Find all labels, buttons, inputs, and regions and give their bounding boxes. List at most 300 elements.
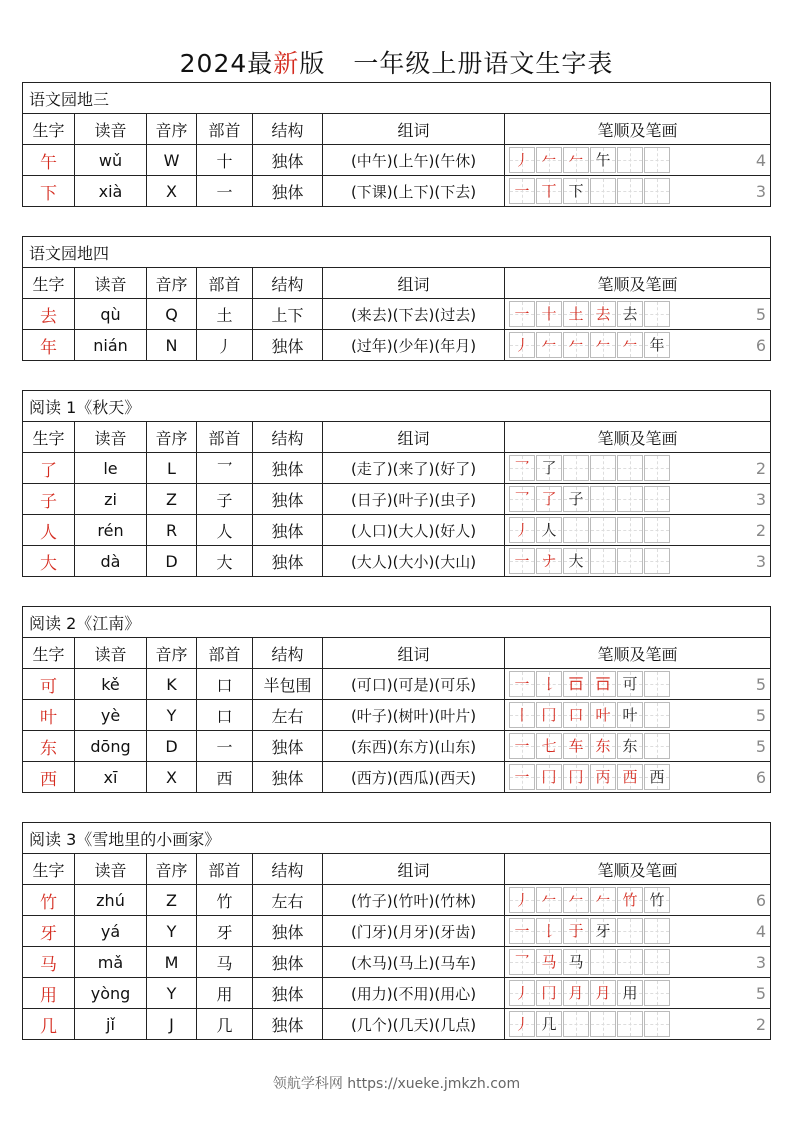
cell-strokes	[505, 453, 771, 484]
cell-pinyin: kě	[75, 669, 147, 700]
cell-char: 年	[23, 330, 75, 361]
cell-order: M	[147, 947, 197, 978]
stroke-empty	[590, 517, 616, 543]
stroke-step: 冂	[536, 702, 562, 728]
stroke-step: 𠄌	[536, 671, 562, 697]
table-row	[23, 546, 771, 577]
stroke-step: 东	[617, 733, 643, 759]
header-order: 音序	[147, 268, 197, 299]
header-order: 音序	[147, 114, 197, 145]
stroke-count: 4	[755, 922, 767, 941]
stroke-empty	[644, 671, 670, 697]
stroke-step: 一	[509, 548, 535, 574]
cell-order: Z	[147, 885, 197, 916]
cell-words: (西方)(西瓜)(西天)	[323, 762, 505, 793]
table-row	[23, 885, 771, 916]
cell-pinyin: nián	[75, 330, 147, 361]
cell-words: (走了)(来了)(好了)	[323, 453, 505, 484]
cell-order: N	[147, 330, 197, 361]
header-structure: 结构	[253, 638, 323, 669]
cell-order: Y	[147, 978, 197, 1009]
cell-pinyin: jǐ	[75, 1009, 147, 1040]
table-row	[23, 978, 771, 1009]
cell-order: Q	[147, 299, 197, 330]
stroke-step: 车	[563, 733, 589, 759]
cell-words: (日子)(叶子)(虫子)	[323, 484, 505, 515]
stroke-count: 6	[755, 336, 767, 355]
header-order: 音序	[147, 638, 197, 669]
header-words: 组词	[323, 268, 505, 299]
stroke-step: 于	[563, 918, 589, 944]
stroke-count: 5	[755, 737, 767, 756]
cell-words: (东西)(东方)(山东)	[323, 731, 505, 762]
stroke-empty	[563, 455, 589, 481]
cell-radical: 口	[197, 669, 253, 700]
cell-char: 用	[23, 978, 75, 1009]
header-radical: 部首	[197, 854, 253, 885]
cell-pinyin: qù	[75, 299, 147, 330]
cell-structure: 独体	[253, 176, 323, 207]
stroke-empty	[617, 147, 643, 173]
stroke-empty	[644, 733, 670, 759]
stroke-step: 月	[590, 980, 616, 1006]
header-pinyin: 读音	[75, 422, 147, 453]
stroke-step: 子	[563, 486, 589, 512]
stroke-empty	[590, 548, 616, 574]
stroke-step: 一	[509, 178, 535, 204]
cell-order: L	[147, 453, 197, 484]
stroke-empty	[644, 455, 670, 481]
stroke-count: 4	[755, 151, 767, 170]
table-row	[23, 484, 771, 515]
section-title: 语文园地三	[23, 83, 771, 114]
stroke-empty	[617, 178, 643, 204]
cell-char: 东	[23, 731, 75, 762]
cell-structure: 独体	[253, 145, 323, 176]
header-strokes: 笔顺及笔画	[505, 268, 771, 299]
cell-pinyin: dà	[75, 546, 147, 577]
cell-strokes	[505, 731, 771, 762]
table-row	[23, 145, 771, 176]
cell-char: 去	[23, 299, 75, 330]
table-row	[23, 1009, 771, 1040]
stroke-step: 一	[509, 764, 535, 790]
stroke-step: 冂	[536, 764, 562, 790]
cell-strokes	[505, 978, 771, 1009]
header-strokes: 笔顺及笔画	[505, 422, 771, 453]
table-row	[23, 330, 771, 361]
cell-order: D	[147, 731, 197, 762]
stroke-empty	[590, 949, 616, 975]
header-pinyin: 读音	[75, 638, 147, 669]
stroke-step: 乛	[509, 455, 535, 481]
cell-strokes	[505, 885, 771, 916]
cell-structure: 独体	[253, 1009, 323, 1040]
cell-order: X	[147, 762, 197, 793]
cell-pinyin: zi	[75, 484, 147, 515]
header-char: 生字	[23, 114, 75, 145]
cell-char: 可	[23, 669, 75, 700]
cell-order: Y	[147, 916, 197, 947]
cell-structure: 独体	[253, 515, 323, 546]
stroke-step: 西	[644, 764, 670, 790]
section-3	[22, 390, 770, 577]
cell-radical: 一	[197, 176, 253, 207]
cell-char: 人	[23, 515, 75, 546]
cell-words: (大人)(大小)(大山)	[323, 546, 505, 577]
cell-radical: 子	[197, 484, 253, 515]
stroke-count: 6	[755, 768, 767, 787]
stroke-step: 下	[563, 178, 589, 204]
cell-pinyin: mǎ	[75, 947, 147, 978]
stroke-step: 大	[563, 548, 589, 574]
stroke-step: 𠄌	[536, 918, 562, 944]
stroke-empty	[644, 980, 670, 1006]
cell-pinyin: rén	[75, 515, 147, 546]
stroke-step: 土	[563, 301, 589, 327]
stroke-step: 年	[644, 332, 670, 358]
stroke-step: 一	[509, 301, 535, 327]
stroke-step: 𠮛	[563, 671, 589, 697]
table-row	[23, 700, 771, 731]
cell-char: 马	[23, 947, 75, 978]
cell-strokes	[505, 330, 771, 361]
stroke-empty	[617, 548, 643, 574]
cell-order: Z	[147, 484, 197, 515]
section-5	[22, 822, 770, 1040]
stroke-count: 3	[755, 490, 767, 509]
stroke-step: 冂	[563, 764, 589, 790]
stroke-step: 马	[563, 949, 589, 975]
cell-structure: 独体	[253, 762, 323, 793]
cell-char: 了	[23, 453, 75, 484]
cell-char: 几	[23, 1009, 75, 1040]
cell-pinyin: yá	[75, 916, 147, 947]
cell-structure: 独体	[253, 330, 323, 361]
header-structure: 结构	[253, 114, 323, 145]
header-words: 组词	[323, 854, 505, 885]
stroke-count: 5	[755, 706, 767, 725]
section-title: 阅读 1《秋天》	[23, 391, 771, 422]
cell-strokes	[505, 1009, 771, 1040]
cell-radical: 人	[197, 515, 253, 546]
table-row	[23, 453, 771, 484]
header-pinyin: 读音	[75, 268, 147, 299]
header-strokes: 笔顺及笔画	[505, 638, 771, 669]
cell-pinyin: le	[75, 453, 147, 484]
cell-radical: 乛	[197, 453, 253, 484]
stroke-empty	[590, 486, 616, 512]
stroke-step: 𠂉	[617, 332, 643, 358]
cell-structure: 上下	[253, 299, 323, 330]
stroke-step: 七	[536, 733, 562, 759]
stroke-empty	[590, 178, 616, 204]
section-title: 阅读 2《江南》	[23, 607, 771, 638]
stroke-empty	[563, 1011, 589, 1037]
cell-strokes	[505, 145, 771, 176]
stroke-count: 5	[755, 675, 767, 694]
cell-strokes	[505, 484, 771, 515]
cell-words: (过年)(少年)(年月)	[323, 330, 505, 361]
header-radical: 部首	[197, 422, 253, 453]
header-words: 组词	[323, 638, 505, 669]
cell-structure: 独体	[253, 484, 323, 515]
table-row	[23, 916, 771, 947]
cell-strokes	[505, 546, 771, 577]
cell-order: Y	[147, 700, 197, 731]
header-radical: 部首	[197, 114, 253, 145]
stroke-step: 𠮛	[590, 671, 616, 697]
stroke-step: 人	[536, 517, 562, 543]
cell-structure: 左右	[253, 700, 323, 731]
cell-words: (来去)(下去)(过去)	[323, 299, 505, 330]
stroke-step: 牙	[590, 918, 616, 944]
header-char: 生字	[23, 422, 75, 453]
cell-radical: 大	[197, 546, 253, 577]
cell-char: 下	[23, 176, 75, 207]
cell-words: (中午)(上午)(午休)	[323, 145, 505, 176]
stroke-step: 月	[563, 980, 589, 1006]
stroke-step: 叶	[590, 702, 616, 728]
stroke-step: 了	[536, 455, 562, 481]
stroke-step: 用	[617, 980, 643, 1006]
section-1	[22, 82, 770, 207]
stroke-empty	[617, 949, 643, 975]
cell-strokes	[505, 916, 771, 947]
stroke-step: 东	[590, 733, 616, 759]
stroke-empty	[590, 1011, 616, 1037]
stroke-empty	[644, 1011, 670, 1037]
stroke-step: 𠂉	[590, 887, 616, 913]
stroke-empty	[617, 918, 643, 944]
stroke-empty	[644, 486, 670, 512]
cell-words: (竹子)(竹叶)(竹林)	[323, 885, 505, 916]
table-row	[23, 731, 771, 762]
cell-pinyin: xī	[75, 762, 147, 793]
stroke-step: 冂	[536, 980, 562, 1006]
stroke-step: 丿	[509, 517, 535, 543]
cell-char: 西	[23, 762, 75, 793]
cell-radical: 竹	[197, 885, 253, 916]
stroke-count: 3	[755, 182, 767, 201]
cell-radical: 土	[197, 299, 253, 330]
stroke-step: ナ	[536, 548, 562, 574]
cell-words: (下课)(上下)(下去)	[323, 176, 505, 207]
footer-text: 领航学科网 https://xueke.jmkzh.com	[272, 1076, 521, 1092]
cell-char: 叶	[23, 700, 75, 731]
header-words: 组词	[323, 422, 505, 453]
cell-order: J	[147, 1009, 197, 1040]
cell-radical: 丿	[197, 330, 253, 361]
header-order: 音序	[147, 854, 197, 885]
stroke-step: 了	[536, 486, 562, 512]
stroke-empty	[644, 301, 670, 327]
stroke-step: 𠂉	[536, 887, 562, 913]
stroke-count: 5	[755, 984, 767, 1003]
stroke-step: 几	[536, 1011, 562, 1037]
header-char: 生字	[23, 854, 75, 885]
header-structure: 结构	[253, 422, 323, 453]
table-row	[23, 947, 771, 978]
cell-radical: 几	[197, 1009, 253, 1040]
cell-pinyin: wǔ	[75, 145, 147, 176]
stroke-step: 可	[617, 671, 643, 697]
cell-words: (可口)(可是)(可乐)	[323, 669, 505, 700]
cell-strokes	[505, 176, 771, 207]
header-radical: 部首	[197, 268, 253, 299]
header-pinyin: 读音	[75, 854, 147, 885]
stroke-empty	[644, 517, 670, 543]
stroke-step: 丿	[509, 1011, 535, 1037]
stroke-step: 乛	[509, 486, 535, 512]
cell-radical: 口	[197, 700, 253, 731]
stroke-empty	[644, 178, 670, 204]
stroke-empty	[590, 455, 616, 481]
stroke-step: 𠂉	[536, 332, 562, 358]
section-2	[22, 236, 770, 361]
stroke-step: 𠂉	[563, 147, 589, 173]
header-char: 生字	[23, 638, 75, 669]
stroke-step: 午	[590, 147, 616, 173]
cell-order: R	[147, 515, 197, 546]
cell-radical: 用	[197, 978, 253, 1009]
stroke-empty	[644, 918, 670, 944]
title-part1: 最	[247, 49, 274, 78]
stroke-step: 叶	[617, 702, 643, 728]
stroke-count: 5	[755, 305, 767, 324]
cell-pinyin: yòng	[75, 978, 147, 1009]
cell-char: 大	[23, 546, 75, 577]
cell-structure: 独体	[253, 731, 323, 762]
stroke-empty	[617, 486, 643, 512]
page-title	[0, 44, 793, 80]
header-structure: 结构	[253, 854, 323, 885]
cell-radical: 牙	[197, 916, 253, 947]
table-row	[23, 176, 771, 207]
cell-order: D	[147, 546, 197, 577]
cell-strokes	[505, 299, 771, 330]
stroke-step: 丿	[509, 332, 535, 358]
section-4	[22, 606, 770, 793]
header-structure: 结构	[253, 268, 323, 299]
stroke-step: 乛	[509, 949, 535, 975]
cell-radical: 西	[197, 762, 253, 793]
cell-pinyin: yè	[75, 700, 147, 731]
cell-radical: 十	[197, 145, 253, 176]
cell-char: 子	[23, 484, 75, 515]
cell-strokes	[505, 669, 771, 700]
cell-structure: 独体	[253, 947, 323, 978]
cell-structure: 独体	[253, 453, 323, 484]
cell-structure: 半包围	[253, 669, 323, 700]
stroke-empty	[644, 949, 670, 975]
title-highlight: 新	[273, 49, 300, 78]
header-strokes: 笔顺及笔画	[505, 854, 771, 885]
section-title: 语文园地四	[23, 237, 771, 268]
stroke-step: 丿	[509, 980, 535, 1006]
stroke-step: 丙	[590, 764, 616, 790]
stroke-empty	[644, 147, 670, 173]
stroke-step: 去	[590, 301, 616, 327]
title-part2: 版	[299, 49, 326, 78]
cell-strokes	[505, 515, 771, 546]
stroke-step: 丨	[509, 702, 535, 728]
cell-words: (木马)(马上)(马车)	[323, 947, 505, 978]
cell-strokes	[505, 762, 771, 793]
header-order: 音序	[147, 422, 197, 453]
cell-strokes	[505, 947, 771, 978]
cell-char: 午	[23, 145, 75, 176]
table-row	[23, 762, 771, 793]
cell-order: X	[147, 176, 197, 207]
header-char: 生字	[23, 268, 75, 299]
stroke-step: 口	[563, 702, 589, 728]
section-title: 阅读 3《雪地里的小画家》	[23, 823, 771, 854]
stroke-empty	[644, 702, 670, 728]
cell-structure: 左右	[253, 885, 323, 916]
stroke-step: 𠂉	[590, 332, 616, 358]
cell-words: (叶子)(树叶)(叶片)	[323, 700, 505, 731]
cell-char: 竹	[23, 885, 75, 916]
cell-words: (几个)(几天)(几点)	[323, 1009, 505, 1040]
stroke-count: 6	[755, 891, 767, 910]
table-row	[23, 299, 771, 330]
cell-pinyin: zhú	[75, 885, 147, 916]
title-part3: 一年级上册语文生字表	[353, 49, 614, 78]
stroke-step: 𠂉	[563, 332, 589, 358]
stroke-step: 十	[536, 301, 562, 327]
stroke-count: 3	[755, 953, 767, 972]
stroke-empty	[563, 517, 589, 543]
cell-strokes	[505, 700, 771, 731]
header-radical: 部首	[197, 638, 253, 669]
cell-pinyin: dōng	[75, 731, 147, 762]
stroke-step: 马	[536, 949, 562, 975]
stroke-step: 丅	[536, 178, 562, 204]
stroke-step: 竹	[617, 887, 643, 913]
stroke-step: 西	[617, 764, 643, 790]
header-strokes: 笔顺及笔画	[505, 114, 771, 145]
cell-structure: 独体	[253, 546, 323, 577]
header-pinyin: 读音	[75, 114, 147, 145]
title-year: 2024	[179, 49, 248, 78]
stroke-count: 2	[755, 1015, 767, 1034]
cell-structure: 独体	[253, 916, 323, 947]
stroke-step: 𠂉	[563, 887, 589, 913]
cell-radical: 马	[197, 947, 253, 978]
cell-radical: 一	[197, 731, 253, 762]
stroke-count: 3	[755, 552, 767, 571]
stroke-empty	[617, 455, 643, 481]
cell-structure: 独体	[253, 978, 323, 1009]
cell-words: (用力)(不用)(用心)	[323, 978, 505, 1009]
stroke-empty	[617, 517, 643, 543]
stroke-step: 竹	[644, 887, 670, 913]
stroke-step: 𠂉	[536, 147, 562, 173]
header-words: 组词	[323, 114, 505, 145]
stroke-empty	[644, 548, 670, 574]
stroke-count: 2	[755, 521, 767, 540]
table-row	[23, 515, 771, 546]
stroke-step: 丿	[509, 887, 535, 913]
stroke-step: 一	[509, 733, 535, 759]
stroke-step: 一	[509, 918, 535, 944]
stroke-empty	[617, 1011, 643, 1037]
table-row	[23, 669, 771, 700]
cell-pinyin: xià	[75, 176, 147, 207]
cell-order: W	[147, 145, 197, 176]
stroke-step: 去	[617, 301, 643, 327]
